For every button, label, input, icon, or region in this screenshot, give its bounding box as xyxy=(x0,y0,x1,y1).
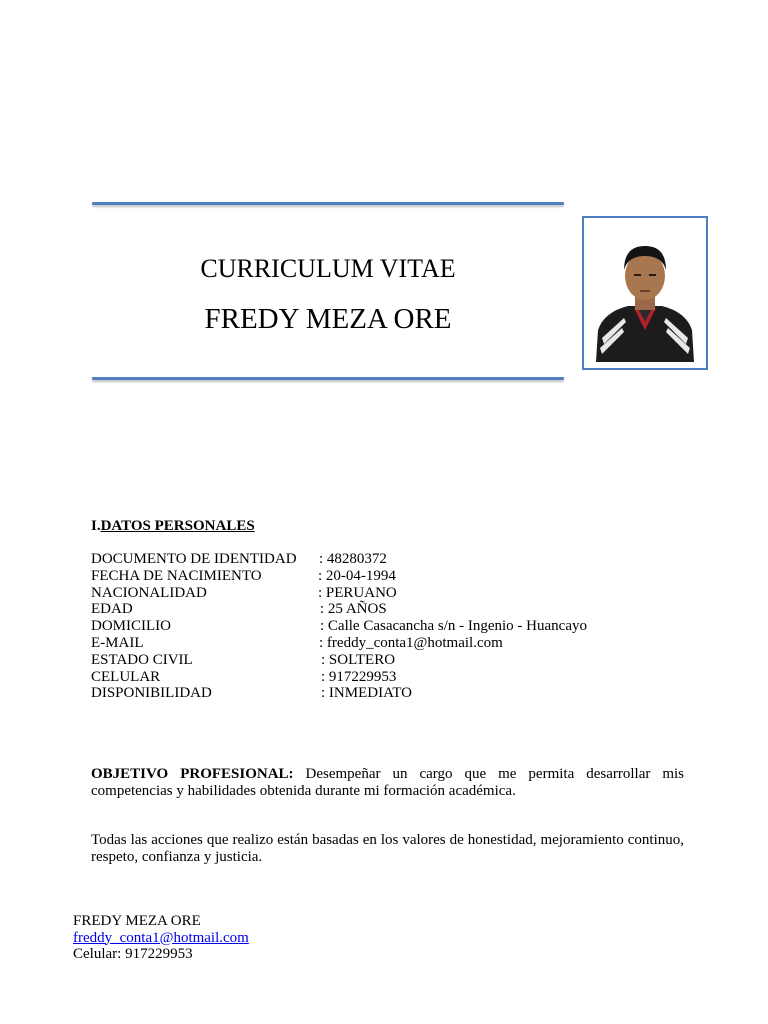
field-label: DOMICILIO xyxy=(91,618,171,635)
section-title-personal-data xyxy=(91,518,255,535)
field-row-phone xyxy=(91,669,651,686)
field-value: : 20-04-1994 xyxy=(318,567,396,584)
professional-objective xyxy=(91,766,684,800)
field-label: CELULAR xyxy=(91,668,161,685)
footer-name: FREDY MEZA ORE xyxy=(73,913,201,929)
person-portrait-icon xyxy=(584,218,706,368)
field-row-birthdate xyxy=(91,568,651,585)
field-value: : freddy_conta1@hotmail.com xyxy=(319,634,503,651)
field-label: FECHA DE NACIMIENTO xyxy=(91,567,262,584)
field-value: : 917229953 xyxy=(321,668,397,685)
values-statement: Todas las acciones que realizo están basadas en los valores de honestidad, mejoramiento continuo, respeto, confianza y justicia. xyxy=(91,832,684,865)
field-value: : 48280372 xyxy=(319,551,387,567)
field-row-document xyxy=(91,551,651,568)
document-title: CURRICULUM VITAE xyxy=(200,254,456,283)
field-value: : SOLTERO xyxy=(321,651,396,668)
field-label: NACIONALIDAD xyxy=(91,584,207,601)
footer-email-link[interactable]: freddy_conta1@hotmail.com xyxy=(73,929,249,946)
field-label: DOCUMENTO DE IDENTIDAD xyxy=(91,551,297,567)
field-label: EDAD xyxy=(91,601,133,618)
field-label: E-MAIL xyxy=(91,634,144,651)
field-value: : PERUANO xyxy=(318,584,397,601)
field-value: : INMEDIATO xyxy=(321,685,412,702)
field-row-marital-status xyxy=(91,652,651,669)
field-row-availability xyxy=(91,685,651,702)
section-heading: DATOS PERSONALES xyxy=(100,518,255,534)
header-rule-top xyxy=(92,202,564,205)
footer-contact xyxy=(73,913,249,963)
field-label: DISPONIBILIDAD xyxy=(91,685,212,702)
objective-label: OBJETIVO PROFESIONAL: xyxy=(91,766,294,782)
field-row-nationality xyxy=(91,585,651,602)
field-row-age xyxy=(91,601,651,618)
section-number: I. xyxy=(91,518,101,534)
header-rule-bottom xyxy=(92,377,564,380)
profile-photo xyxy=(582,216,708,370)
person-name: FREDY MEZA ORE xyxy=(204,303,452,335)
field-value: : Calle Casacancha s/n - Ingenio - Huancayo xyxy=(320,618,587,635)
personal-data-list xyxy=(91,551,651,702)
field-label: ESTADO CIVIL xyxy=(91,651,193,668)
objective-text: Desempeñar un cargo que me permita desarrollar mis competencias y habilidades obtenida durante mi formación académica. xyxy=(91,766,684,799)
field-value: : 25 AÑOS xyxy=(320,601,387,618)
field-row-address xyxy=(91,618,651,635)
field-row-email xyxy=(91,635,651,652)
footer-phone: Celular: 917229953 xyxy=(73,946,193,962)
